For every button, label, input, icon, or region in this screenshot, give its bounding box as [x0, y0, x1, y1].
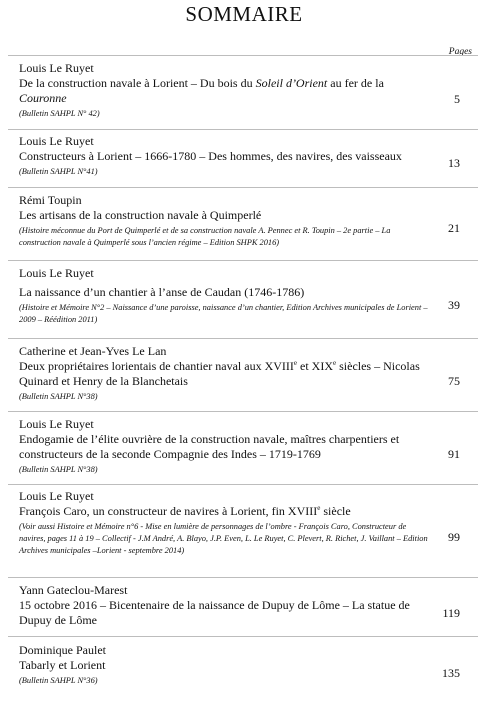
toc-entry[interactable] — [19, 489, 433, 557]
entry-note: (Bulletin SAHPL N° 42) — [19, 109, 100, 118]
entry-author: Louis Le Ruyet — [19, 489, 94, 503]
entry-author: Louis Le Ruyet — [19, 134, 94, 148]
divider — [8, 260, 478, 261]
entry-note: (Histoire et Mémoire N°2 – Naissance d’une paroisse, naissance d’un chantier, Edition Archives municipales de Lorient – 2009 – Réédition 2011) — [19, 303, 428, 324]
entry-title: François Caro, un constructeur de navires à Lorient, fin XVIIIe siècle — [19, 504, 351, 518]
toc-entry[interactable] — [19, 344, 433, 403]
entry-page-number: 135 — [442, 666, 460, 680]
entry-note: (Voir aussi Histoire et Mémoire n°6 - Mise en lumière de personnages de l’ombre - François Caro, Constructeur de navires, pages 11 à 19 – Collectif - J.M André, A. Blayo, J.P. Even, L. Le Ruyet, C. Plevert, R. Richet, J. Vaillant – Edition Archives municipales –Lorient - septembre 2014) — [19, 522, 428, 555]
entry-page-number: 5 — [454, 92, 460, 106]
divider — [8, 636, 478, 637]
divider — [8, 411, 478, 412]
toc-entry[interactable] — [19, 193, 433, 249]
toc-entry[interactable] — [19, 61, 433, 120]
entry-author: Catherine et Jean-Yves Le Lan — [19, 344, 167, 358]
divider — [8, 577, 478, 578]
entry-note: (Bulletin SAHPL N°41) — [19, 167, 98, 176]
entry-author: Yann Gateclou-Marest — [19, 583, 128, 597]
entry-note: (Histoire méconnue du Port de Quimperlé et de sa construction navale A. Pennec et R. Toupin – 2e partie – La construction navale à Quimperlé sous l’ancien régime – Edition SHPK 2016) — [19, 226, 391, 247]
entry-title: La naissance d’un chantier à l’anse de Caudan (1746-1786) — [19, 285, 305, 299]
divider — [8, 55, 478, 56]
entry-page-number: 21 — [448, 221, 460, 235]
entry-author: Louis Le Ruyet — [19, 61, 94, 75]
entry-page-number: 39 — [448, 298, 460, 312]
entry-title: Tabarly et Lorient — [19, 658, 106, 672]
toc-entry[interactable] — [19, 583, 433, 628]
entry-page-number: 99 — [448, 530, 460, 544]
toc-entry[interactable] — [19, 417, 433, 476]
entry-author: Louis Le Ruyet — [19, 266, 94, 280]
divider — [8, 187, 478, 188]
entry-author: Rémi Toupin — [19, 193, 82, 207]
entry-note: (Bulletin SAHPL N°38) — [19, 392, 98, 401]
entry-author: Louis Le Ruyet — [19, 417, 94, 431]
page-title: SOMMAIRE — [185, 2, 303, 26]
entry-page-number: 91 — [448, 447, 460, 461]
toc-entry[interactable] — [19, 643, 433, 687]
entry-title: Deux propriétaires lorientais de chantier naval aux XVIIIe et XIXe siècles – Nicolas Quinard et Henry de la Blanchetais — [19, 359, 420, 388]
entry-page-number: 119 — [442, 606, 460, 620]
divider — [8, 484, 478, 485]
entry-title: Constructeurs à Lorient – 1666-1780 – Des hommes, des navires, des vaisseaux — [19, 149, 402, 163]
toc-entry[interactable] — [19, 134, 433, 178]
entry-page-number: 13 — [448, 156, 460, 170]
entry-title: Endogamie de l’élite ouvrière de la construction navale, maîtres charpentiers et constructeurs de la seconde Compagnie des Indes – 1719-1769 — [19, 432, 400, 461]
entry-author: Dominique Paulet — [19, 643, 106, 657]
divider — [8, 338, 478, 339]
entry-title: De la construction navale à Lorient – Du bois du Soleil d’Orient au fer de la Couronne — [19, 76, 384, 105]
entry-page-number: 75 — [448, 374, 460, 388]
pages-column-header: Pages — [448, 47, 472, 57]
toc-entry[interactable] — [19, 266, 433, 326]
entry-note: (Bulletin SAHPL N°36) — [19, 676, 98, 685]
entry-title: 15 octobre 2016 – Bicentenaire de la naissance de Dupuy de Lôme – La statue de Dupuy de Lôme — [19, 598, 410, 627]
entry-note: (Bulletin SAHPL N°38) — [19, 465, 98, 474]
entry-title: Les artisans de la construction navale à Quimperlé — [19, 208, 262, 222]
divider — [8, 129, 478, 130]
